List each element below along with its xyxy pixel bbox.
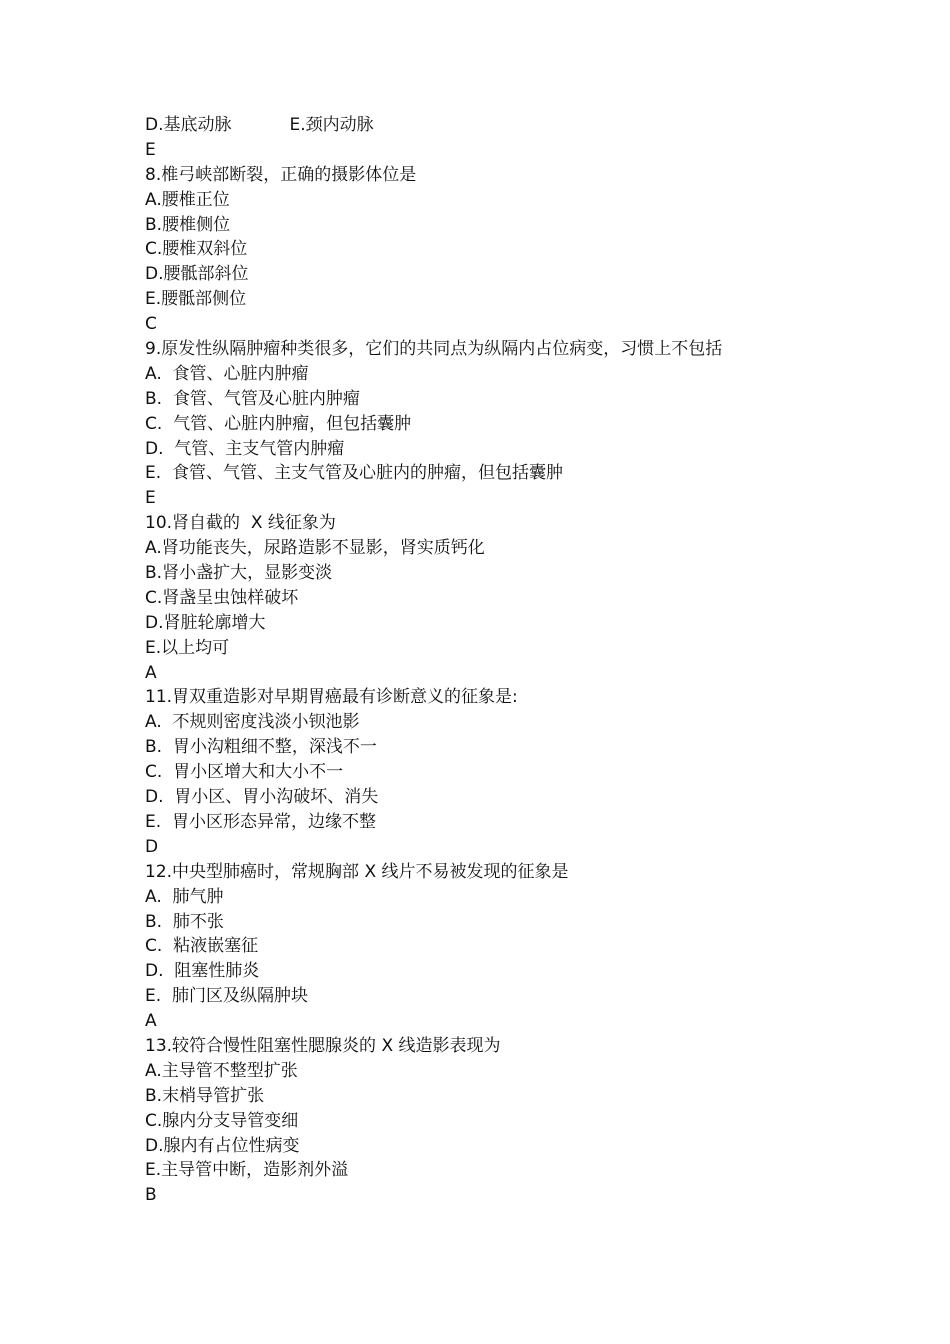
option-d: D.基底动脉 bbox=[145, 115, 232, 135]
option-d: D.肾脏轮廓增大 bbox=[145, 612, 266, 633]
option-a: A.腰椎正位 bbox=[145, 189, 230, 210]
question-9 bbox=[145, 337, 905, 511]
option-a: A. 食管、心脏内肿瘤 bbox=[145, 363, 309, 384]
option-d: D. 气管、主支气管内肿瘤 bbox=[145, 438, 345, 459]
question-stem: 12.中央型肺癌时，常规胸部 X 线片不易被发现的征象是 bbox=[145, 861, 569, 882]
question-stem: 11.胃双重造影对早期胃癌最有诊断意义的征象是: bbox=[145, 687, 518, 708]
question-12 bbox=[145, 860, 905, 1034]
option-c: C.腺内分支导管变细 bbox=[145, 1110, 299, 1131]
option-b: B. 肺不张 bbox=[145, 911, 224, 932]
option-e: E.颈内动脉 bbox=[289, 115, 374, 135]
question-stem: 9.原发性纵隔肿瘤种类很多，它们的共同点为纵隔内占位病变，习惯上不包括 bbox=[145, 339, 723, 360]
option-c: C. 粘液嵌塞征 bbox=[145, 936, 259, 957]
option-b: B.末梢导管扩张 bbox=[145, 1085, 265, 1106]
question-stem: 10.肾自截的 X 线征象为 bbox=[145, 513, 336, 534]
option-d: D. 胃小区、胃小沟破坏、消失 bbox=[145, 787, 379, 808]
option-a: A.主导管不整型扩张 bbox=[145, 1060, 298, 1081]
question-stem: 8.椎弓峡部断裂，正确的摄影体位是 bbox=[145, 164, 417, 185]
option-c: C. 胃小区增大和大小不一 bbox=[145, 762, 344, 783]
option-e: E. 食管、气管、主支气管及心脏内的肿瘤，但包括囊肿 bbox=[145, 463, 563, 484]
option-b: B. 食管、气管及心脏内肿瘤 bbox=[145, 388, 360, 409]
answer: D bbox=[145, 836, 159, 857]
option-a: A. 不规则密度浅淡小钡池影 bbox=[145, 712, 360, 733]
answer: C bbox=[145, 314, 157, 335]
question-list bbox=[145, 113, 905, 1208]
question-stem: 13.较符合慢性阻塞性腮腺炎的 X 线造影表现为 bbox=[145, 1035, 501, 1056]
option-a: A.肾功能丧失，尿路造影不显影，肾实质钙化 bbox=[145, 538, 485, 559]
option-c: C.腰椎双斜位 bbox=[145, 239, 248, 260]
answer: A bbox=[145, 1011, 157, 1032]
question-10 bbox=[145, 511, 905, 685]
answer: E bbox=[145, 488, 156, 509]
option-a: A. 肺气肿 bbox=[145, 886, 224, 907]
question-13 bbox=[145, 1034, 905, 1208]
option-e: E.腰骶部侧位 bbox=[145, 289, 247, 310]
option-e: E. 胃小区形态异常，边缘不整 bbox=[145, 811, 376, 832]
question-8 bbox=[145, 163, 905, 337]
prev-question-options bbox=[145, 113, 905, 138]
option-b: B.肾小盏扩大，显影变淡 bbox=[145, 563, 333, 584]
option-c: C. 气管、心脏内肿瘤，但包括囊肿 bbox=[145, 413, 412, 434]
option-b: B. 胃小沟粗细不整，深浅不一 bbox=[145, 737, 377, 758]
option-d: D. 阻塞性肺炎 bbox=[145, 961, 260, 982]
answer: B bbox=[145, 1185, 157, 1206]
answer: A bbox=[145, 662, 157, 683]
option-d: D.腰骶部斜位 bbox=[145, 264, 249, 285]
option-d: D.腺内有占位性病变 bbox=[145, 1135, 300, 1156]
option-b: B.腰椎侧位 bbox=[145, 214, 231, 235]
question-11 bbox=[145, 685, 905, 859]
option-e: E. 肺门区及纵隔肿块 bbox=[145, 986, 308, 1007]
option-e: E.主导管中断，造影剂外溢 bbox=[145, 1160, 349, 1181]
option-c: C.肾盏呈虫蚀样破坏 bbox=[145, 587, 299, 608]
answer: E bbox=[145, 139, 156, 160]
option-e: E.以上均可 bbox=[145, 637, 230, 658]
